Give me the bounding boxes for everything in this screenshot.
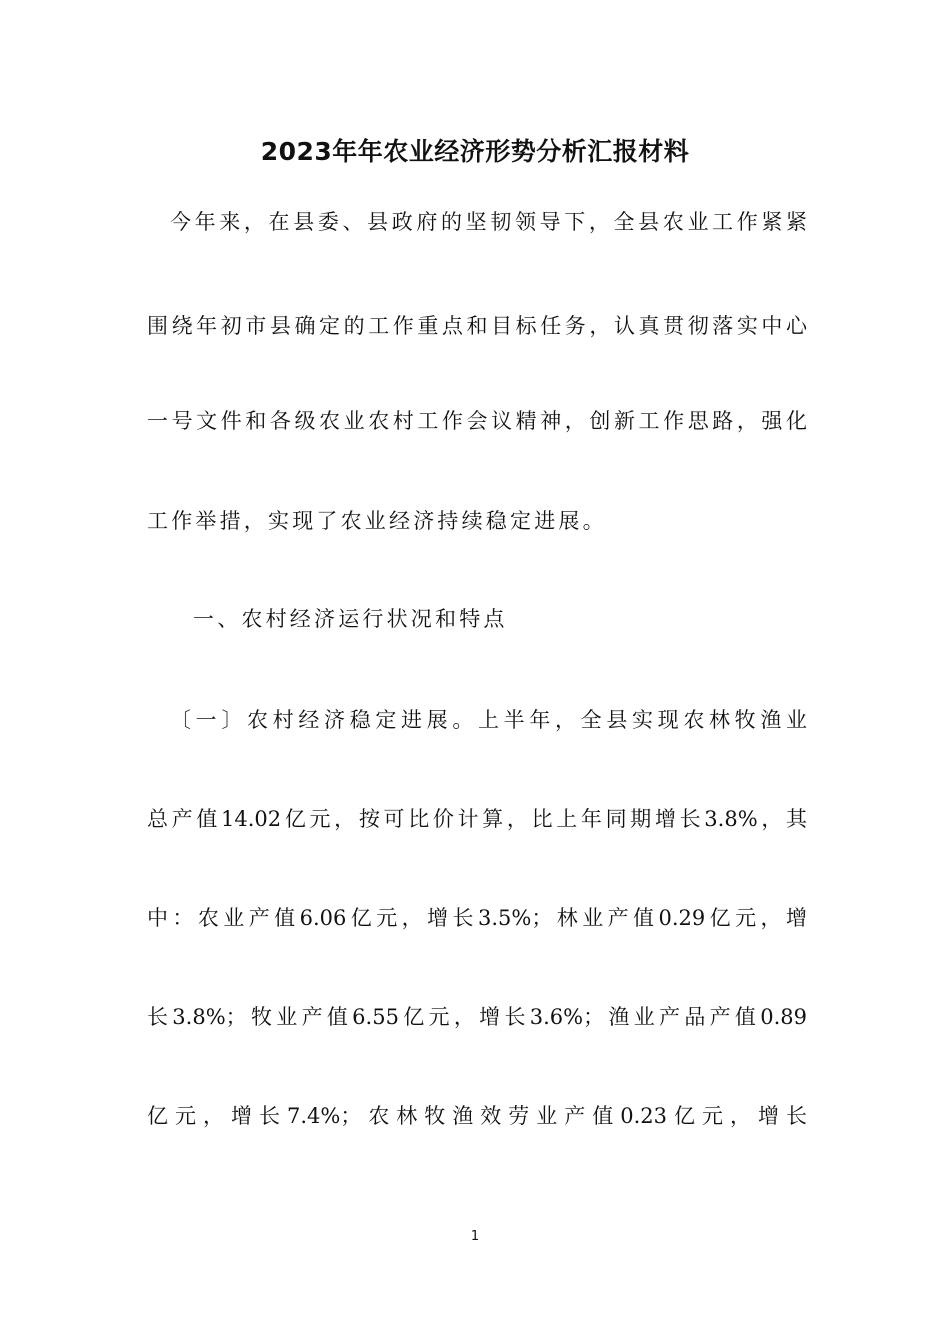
- document-title: 2023年年农业经济形势分析汇报材料: [260, 137, 690, 166]
- paragraph-line-7: 总产值14.02亿元，按可比价计算，比上年同期增长3.8%，其: [147, 807, 807, 831]
- paragraph-line-9: 长3.8%；牧业产值6.55亿元，增长3.6%；渔业产品产值0.89: [147, 1005, 807, 1029]
- section-heading: 一、农村经济运行状况和特点: [193, 607, 508, 631]
- paragraph-line-2: 围绕年初市县确定的工作重点和目标任务，认真贯彻落实中心: [147, 314, 807, 338]
- paragraph-line-1: 今年来，在县委、县政府的坚韧领导下，全县农业工作紧紧: [170, 210, 807, 234]
- paragraph-line-8: 中：农业产值6.06亿元，增长3.5%；林业产值0.29亿元，增: [147, 906, 807, 930]
- page-number: 1: [470, 1229, 480, 1244]
- paragraph-line-4: 工作举措，实现了农业经济持续稳定进展。: [147, 509, 607, 533]
- paragraph-line-3: 一号文件和各级农业农村工作会议精神，创新工作思路，强化: [147, 409, 807, 433]
- paragraph-line-10: 亿元，增长7.4%；农林牧渔效劳业产值0.23亿元，增长: [147, 1104, 807, 1128]
- paragraph-line-6: 〔一〕农村经济稳定进展。上半年，全县实现农林牧渔业: [170, 708, 807, 732]
